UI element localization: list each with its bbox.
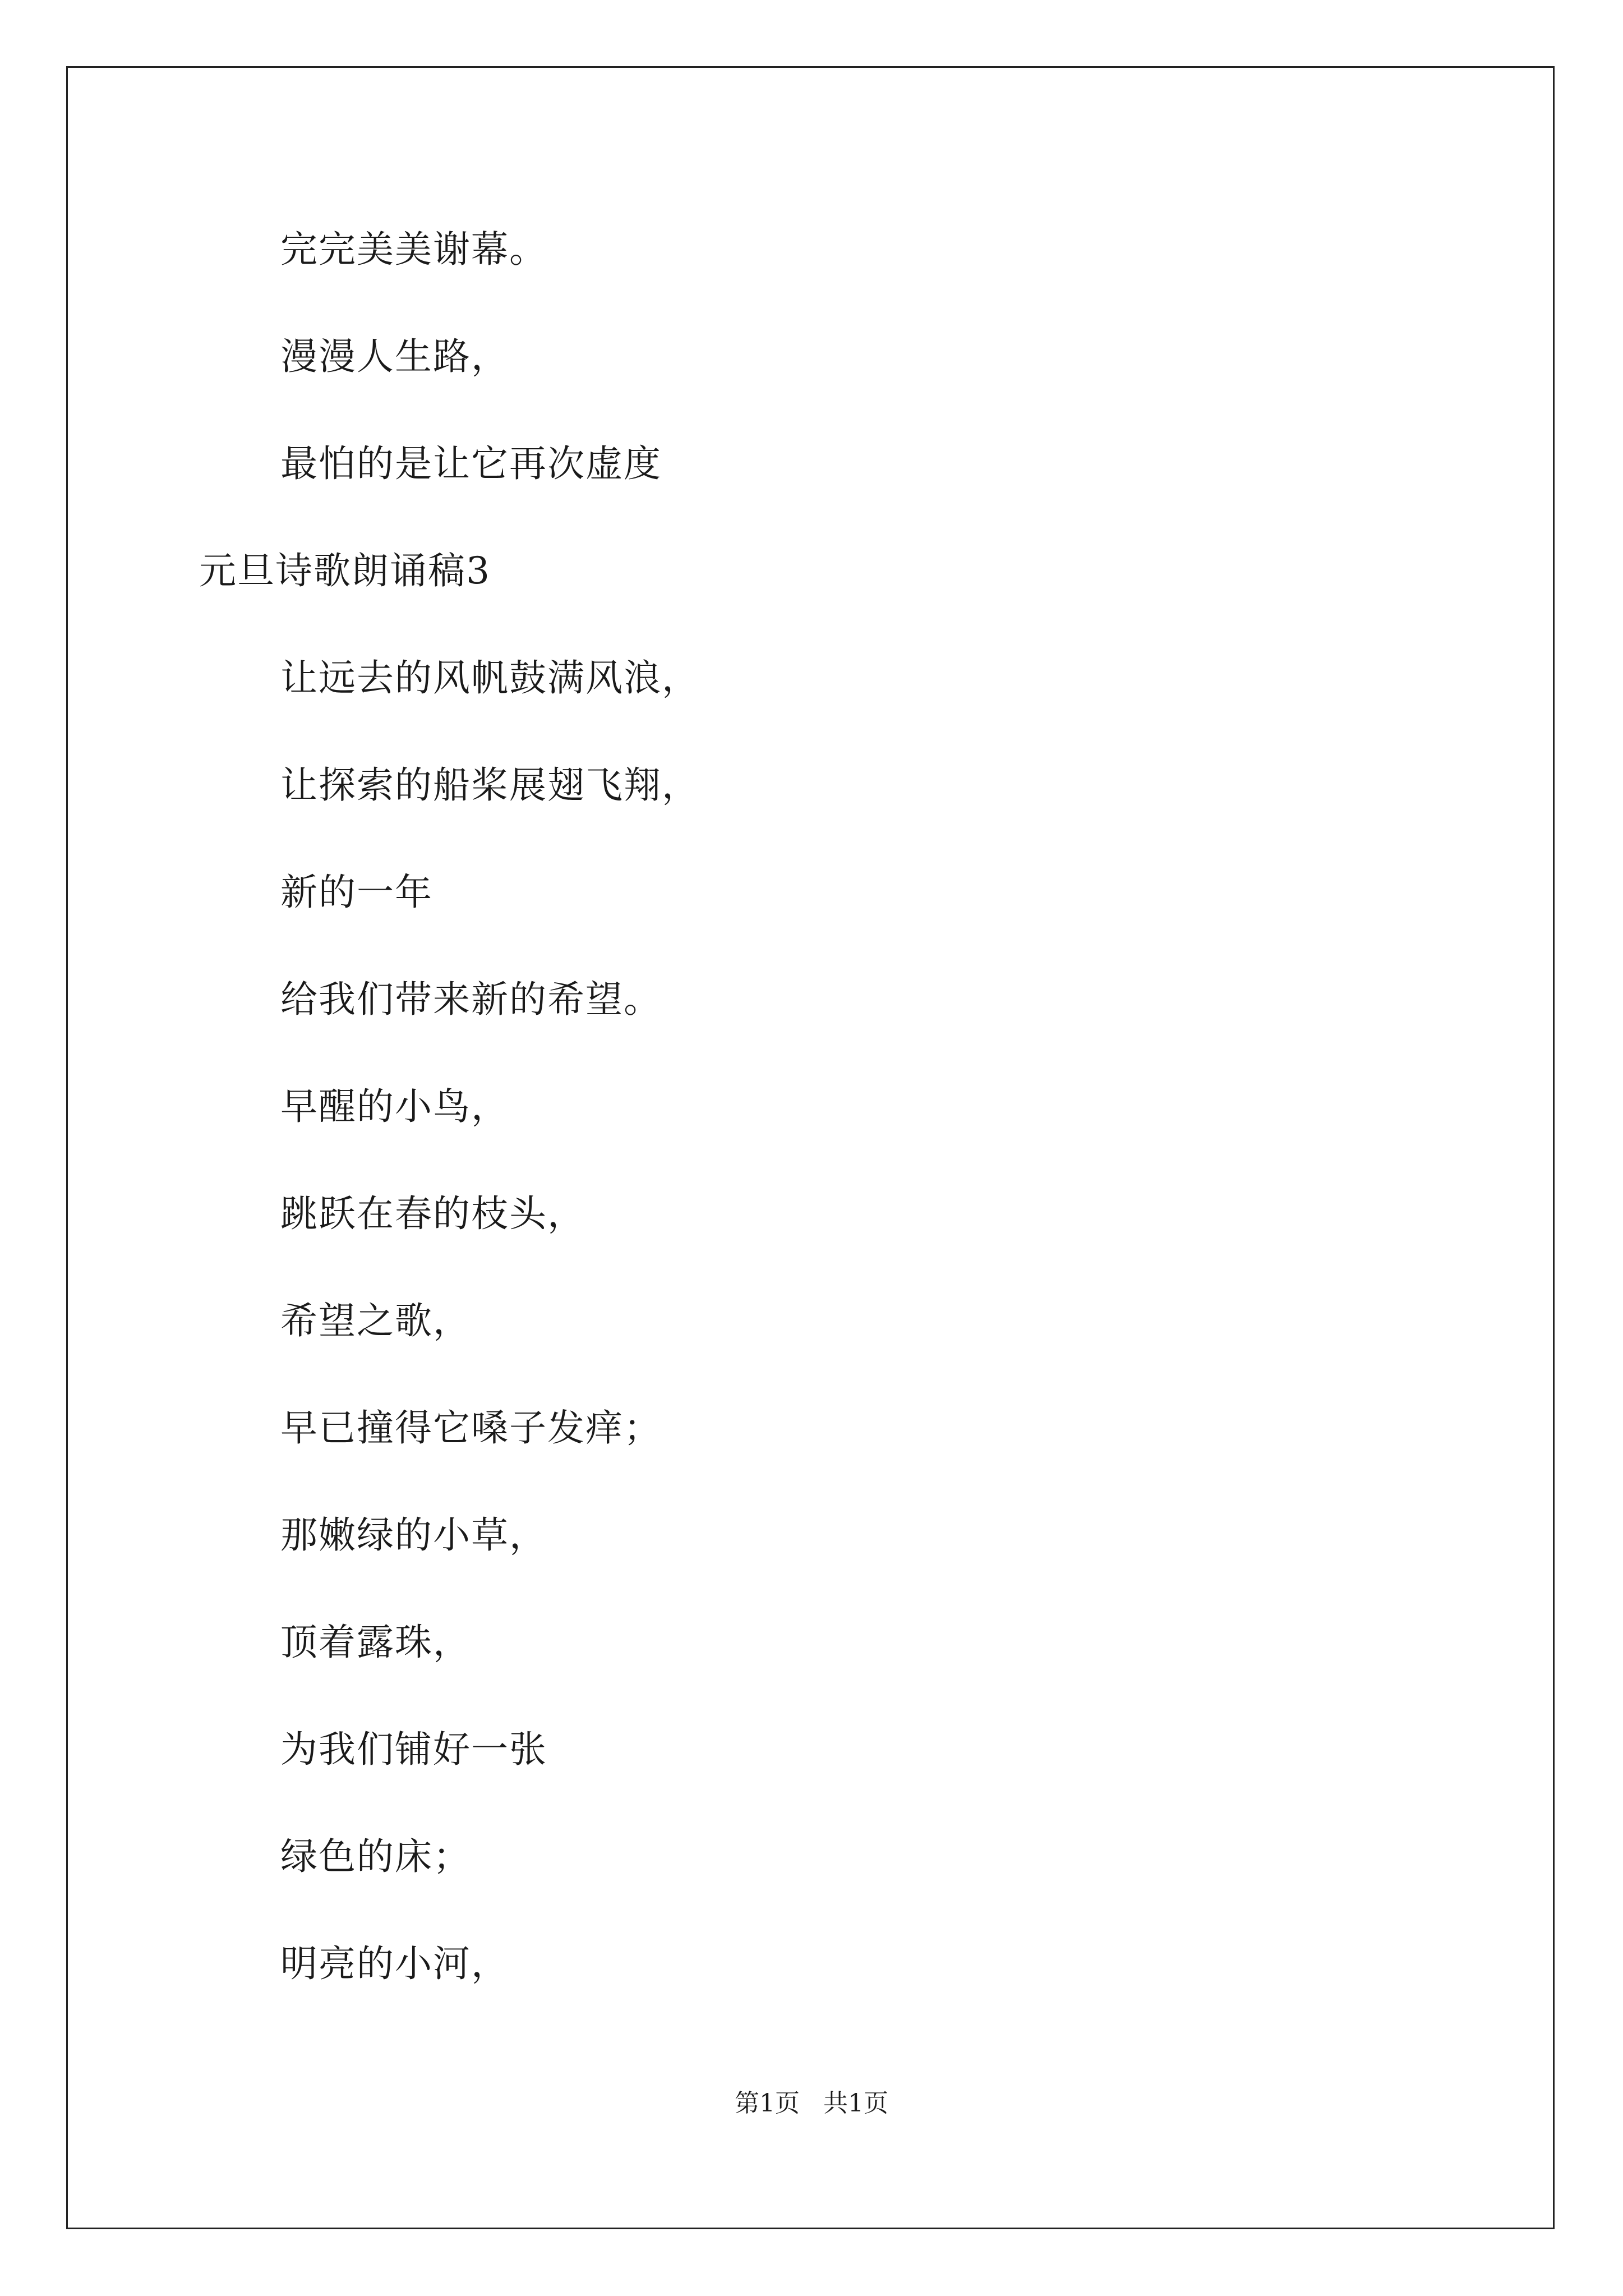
section-heading: 元旦诗歌朗诵稿3 xyxy=(199,549,491,592)
poem-line: 新的一年 xyxy=(280,871,433,914)
poem-line: 让远去的风帆鼓满风浪， xyxy=(280,656,700,700)
poem-line: 希望之歌， xyxy=(280,1299,471,1342)
poem-line: 早醒的小鸟， xyxy=(280,1085,509,1128)
poem-line: 漫漫人生路， xyxy=(280,335,509,378)
poem-line: 给我们带来新的希望。 xyxy=(280,978,662,1021)
poem-line: 跳跃在春的枝头， xyxy=(280,1192,585,1235)
poem-line: 那嫩绿的小草， xyxy=(280,1513,547,1557)
poem-line: 明亮的小河， xyxy=(280,1942,509,1985)
poem-line: 早已撞得它嗓子发痒； xyxy=(280,1406,662,1450)
page-footer: 第1页 共1页 xyxy=(735,2089,888,2118)
poem-line: 最怕的是让它再次虚度 xyxy=(280,442,662,485)
page-border xyxy=(66,66,1555,2229)
poem-line: 完完美美谢幕。 xyxy=(280,228,547,271)
poem-line: 让探索的船桨展翅飞翔， xyxy=(280,763,700,807)
poem-line: 为我们铺好一张 xyxy=(280,1728,547,1771)
poem-line: 顶着露珠， xyxy=(280,1621,471,1664)
poem-line: 绿色的床； xyxy=(280,1835,471,1878)
